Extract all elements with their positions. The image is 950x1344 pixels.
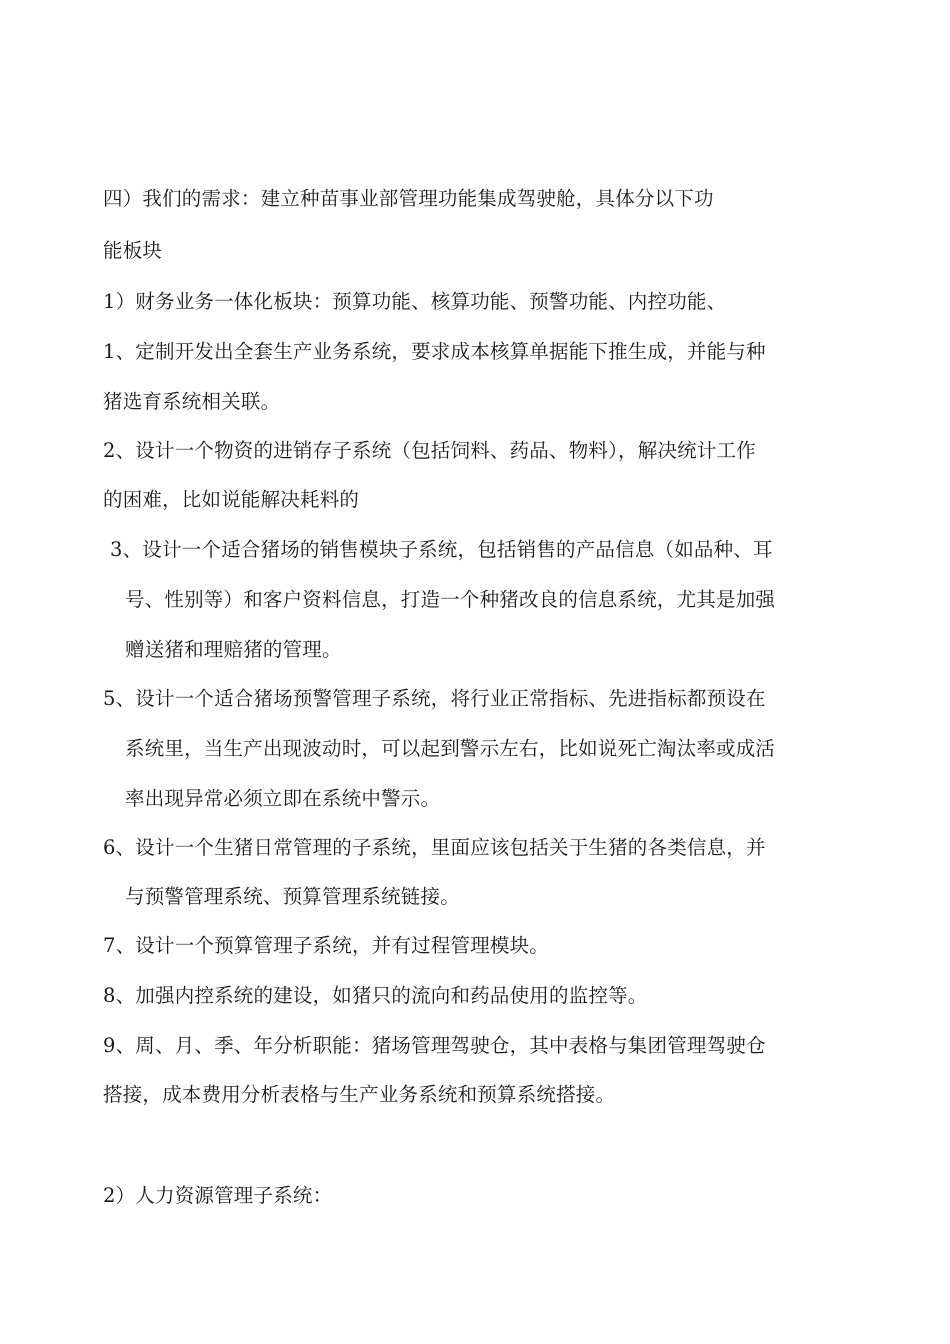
item-3-line-2: 号、性别等）和客户资料信息，打造一个种猪改良的信息系统，尤其是加强 [125,588,776,611]
item-6-line-1: 6、设计一个生猪日常管理的子系统，里面应该包括关于生猪的各类信息，并 [103,836,766,859]
item-2-line-2: 的困难，比如说能解决耗料的 [103,488,360,511]
block-2-heading: 2）人力资源管理子系统： [103,1184,333,1207]
item-9-line-1: 9、周、月、季、年分析职能：猪场管理驾驶仓，其中表格与集团管理驾驶仓 [103,1034,766,1057]
item-6-line-2: 与预警管理系统、预算管理系统链接。 [125,885,460,908]
item-1-line-2: 猪选育系统相关联。 [103,390,281,413]
item-9-line-2: 搭接，成本费用分析表格与生产业务系统和预算系统搭接。 [103,1083,616,1106]
item-5-line-1: 5、设计一个适合猪场预警管理子系统，将行业正常指标、先进指标都预设在 [103,687,766,710]
item-2-line-1: 2、设计一个物资的进销存子系统（包括饲料、药品、物料），解决统计工作 [103,439,756,462]
section-4-line-1: 四）我们的需求：建立种苗事业部管理功能集成驾驶舱，具体分以下功 [103,187,714,210]
block-1-heading: 1）财务业务一体化板块：预算功能、核算功能、预警功能、内控功能、 [103,290,727,313]
item-7: 7、设计一个预算管理子系统，并有过程管理模块。 [103,934,550,957]
item-3-line-3: 赠送猪和理赔猪的管理。 [125,638,342,661]
item-5-line-2: 系统里，当生产出现波动时，可以起到警示左右，比如说死亡淘汰率或成活 [125,737,776,760]
item-1-line-1: 1、定制开发出全套生产业务系统，要求成本核算单据能下推生成，并能与种 [103,340,766,363]
item-8: 8、加强内控系统的建设，如猪只的流向和药品使用的监控等。 [103,984,648,1007]
section-4-line-2: 能板块 [103,239,163,262]
item-5-line-3: 率出现异常必须立即在系统中警示。 [125,787,441,810]
item-3-line-1: 3、设计一个适合猪场的销售模块子系统，包括销售的产品信息（如品种、耳 [110,538,773,561]
